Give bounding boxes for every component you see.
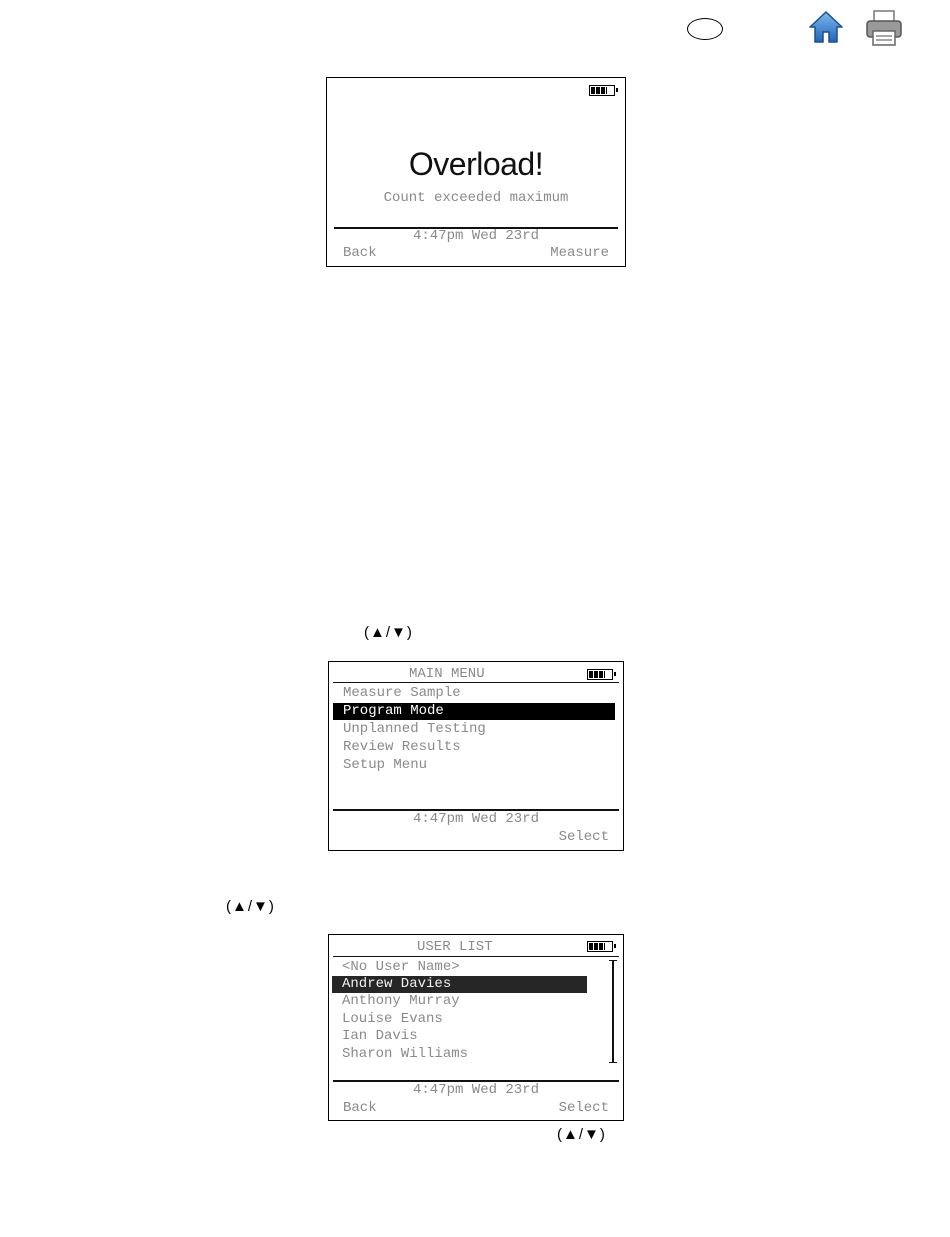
overload-title: Overload! (408, 146, 544, 182)
overload-screen (326, 77, 626, 267)
list-item-anthony-murray[interactable]: Anthony Murray (342, 993, 460, 1009)
arrow-keys-hint: (▲/▼) (364, 624, 413, 641)
title-underline (333, 956, 619, 957)
status-time: 4:47pm Wed 23rd (412, 1082, 540, 1098)
printer-icon[interactable] (864, 9, 904, 47)
back-softkey[interactable]: Back (343, 1100, 377, 1116)
list-item-no-user[interactable]: <No User Name> (342, 959, 460, 975)
battery-icon (589, 85, 615, 96)
menu-title: MAIN MENU (409, 666, 485, 682)
list-item-louise-evans[interactable]: Louise Evans (342, 1011, 443, 1027)
menu-item-program-mode[interactable]: Program Mode (333, 703, 615, 720)
home-icon[interactable] (808, 9, 844, 45)
back-softkey[interactable]: Back (343, 245, 377, 261)
main-menu-screen (328, 661, 624, 851)
menu-item-review-results[interactable]: Review Results (343, 739, 461, 755)
oval-button-icon[interactable] (687, 18, 723, 40)
overload-subtitle: Count exceeded maximum (383, 190, 569, 206)
menu-item-setup-menu[interactable]: Setup Menu (343, 757, 428, 773)
arrow-keys-hint: (▲/▼) (226, 898, 275, 915)
title-underline-right (503, 682, 619, 683)
select-softkey[interactable]: Select (558, 829, 609, 845)
status-time: 4:47pm Wed 23rd (412, 228, 540, 244)
menu-item-unplanned-testing[interactable]: Unplanned Testing (343, 721, 486, 737)
scrollbar[interactable] (612, 960, 614, 1063)
status-time: 4:47pm Wed 23rd (412, 811, 540, 827)
battery-icon (587, 941, 613, 952)
user-list-screen (328, 934, 624, 1121)
measure-softkey[interactable]: Measure (550, 245, 609, 261)
list-item-ian-davis[interactable]: Ian Davis (342, 1028, 418, 1044)
title-underline (333, 682, 503, 683)
arrow-keys-hint: (▲/▼) (557, 1126, 606, 1143)
select-softkey[interactable]: Select (558, 1100, 609, 1116)
battery-icon (587, 669, 613, 680)
list-title: USER LIST (417, 939, 493, 955)
list-item-sharon-williams[interactable]: Sharon Williams (342, 1046, 469, 1062)
list-item-andrew-davies[interactable]: Andrew Davies (332, 976, 587, 993)
menu-item-measure-sample[interactable]: Measure Sample (343, 685, 461, 701)
